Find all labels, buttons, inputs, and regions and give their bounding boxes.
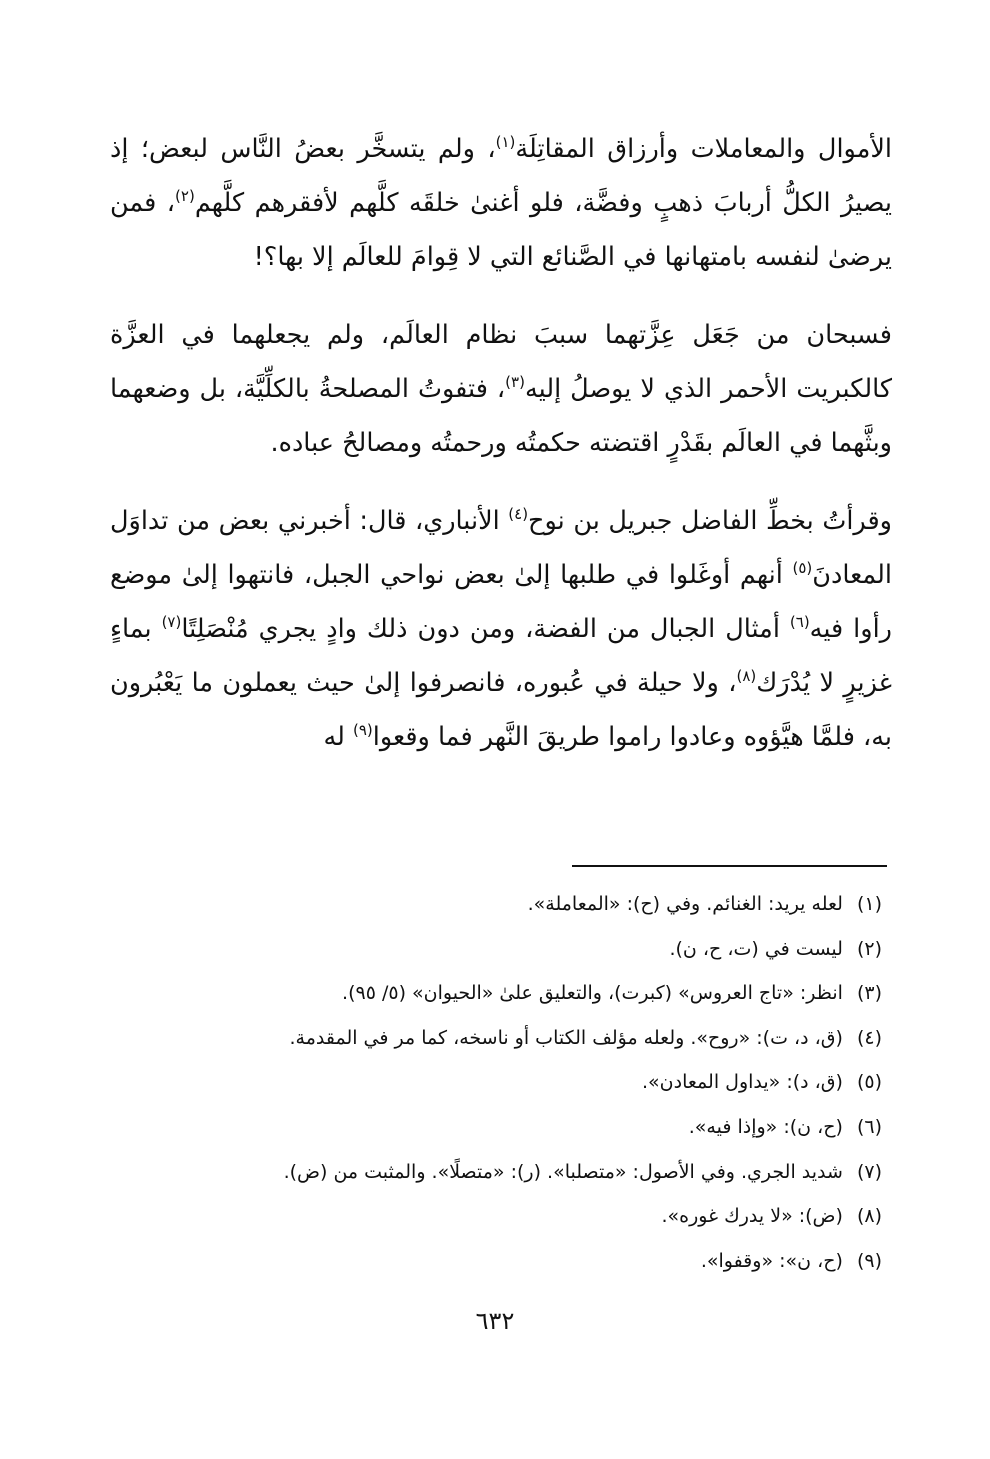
paragraph-text: وقرأتُ بخطِّ الفاضل جبريل بن نوح	[528, 506, 892, 536]
footnote-text: لعله يريد: الغنائم. وفي (ح): «المعاملة».	[527, 893, 843, 915]
paragraph-text: بماءٍ غزيرٍ لا يُدْرَك	[110, 614, 893, 698]
footnote-number: (٥)	[856, 1071, 882, 1094]
paragraph	[110, 494, 892, 764]
footnote-marker: (١)	[495, 133, 516, 151]
footnote-number: (٤)	[856, 1026, 882, 1049]
footnote-number: (٧)	[856, 1160, 882, 1183]
footnote-number: (١)	[856, 893, 882, 915]
footnote-item	[110, 1060, 882, 1105]
footnote-item	[110, 1239, 882, 1284]
footnote-text: (ق، د): «يداول المعادن».	[642, 1071, 843, 1094]
paragraph-text: أنهم أوغَلوا في طلبها إلىٰ بعض نواحي الجبل، فانتهوا إلىٰ موضع رأوا فيه	[110, 560, 892, 644]
footnote-marker: (٥)	[792, 559, 813, 577]
footnote-marker: (٢)	[175, 187, 195, 205]
paragraph-text: الأنباري، قال: أخبرني بعض من تداوَل المعادنَ	[110, 506, 892, 590]
footnote-text: (ح، ن): «وإذا فيه».	[688, 1115, 843, 1138]
paragraph-text: ، فتفوتُ المصلحةُ بالكلِّيَّة، بل وضعهما وبثَّهما في العالَم بقَدْرٍ اقتضته حكمتُه ورحمتُه ومصالحُ عباده.	[110, 374, 892, 458]
footnote-marker: (٩)	[353, 721, 373, 739]
footnote-marker: (٣)	[505, 373, 525, 391]
paragraph	[110, 308, 892, 470]
footnote-text: (ق، د، ت): «روح». ولعله مؤلف الكتاب أو ناسخه، كما مر في المقدمة.	[289, 1026, 843, 1049]
footnote-text: انظر: «تاج العروس» (كبرت)، والتعليق علىٰ «الحيوان» (٥/ ٩٥).	[342, 982, 843, 1005]
paragraph-text: له	[323, 722, 353, 752]
main-text	[110, 122, 892, 764]
footnote-number: (٨)	[856, 1205, 882, 1228]
footnote-separator	[572, 865, 887, 867]
footnote-marker: (٦)	[789, 613, 810, 631]
paragraph-text: ، فمن يرضىٰ لنفسه بامتهانها في الصَّنائع التي لا قِوامَ للعالَم إلا بها؟!	[110, 188, 892, 272]
footnote-number: (٢)	[856, 937, 882, 960]
footnote-marker: (٧)	[161, 613, 182, 631]
footnote-item	[110, 1016, 882, 1061]
footnote-item	[110, 1194, 882, 1239]
footnote-item	[110, 971, 882, 1016]
footnote-number: (٩)	[856, 1249, 882, 1272]
footnote-item	[110, 1105, 882, 1150]
footnote-text: (ض): «لا يدرك غوره».	[661, 1205, 843, 1228]
footnote-marker: (٤)	[508, 505, 529, 523]
footnote-item	[110, 1150, 882, 1195]
footnote-item	[110, 927, 882, 972]
paragraph-text: ، ولا حيلة في عُبوره، فانصرفوا إلىٰ حيث يعملون ما يَعْبُرون به، فلمَّا هيَّؤوه وعادوا راموا طريقَ النَّهر فما وقعوا	[110, 668, 892, 752]
footnote-marker: (٨)	[736, 667, 757, 685]
footnote-number: (٦)	[856, 1115, 882, 1138]
paragraph	[110, 122, 892, 284]
paragraph-text: الأموال والمعاملات وأرزاق المقاتِلَة	[515, 134, 892, 164]
footnote-text: (ح، ن»: «وقفوا».	[700, 1249, 843, 1272]
footnote-item	[110, 882, 882, 927]
paragraph-text: فسبحان من جَعَل عِزَّتهما سببَ نظام العالَم، ولم يجعلهما في العزَّة كالكبريت الأحمر الذي لا يوصلُ إليه	[110, 320, 892, 404]
footnote-number: (٣)	[856, 982, 882, 1005]
paragraph-text: أمثال الجبال من الفضة، ومن دون ذلك وادٍ يجري مُنْصَلِتًا	[181, 614, 790, 644]
footnotes-list	[110, 882, 882, 1283]
footnote-text: ليست في (ت، ح، ن).	[669, 937, 843, 960]
page-number: ٦٣٢	[475, 1307, 515, 1335]
footnote-text: شديد الجري. وفي الأصول: «متصلبا». (ر): «متصلًا». والمثبت من (ض).	[283, 1160, 843, 1183]
paragraph-text: ، ولم يتسخَّر بعضُ النَّاس لبعض؛ إذ يصيرُ الكلُّ أربابَ ذهبٍ وفضَّة، فلو أغنىٰ خلقَه كلَّهم لأفقرهم كلَّهم	[110, 134, 892, 218]
